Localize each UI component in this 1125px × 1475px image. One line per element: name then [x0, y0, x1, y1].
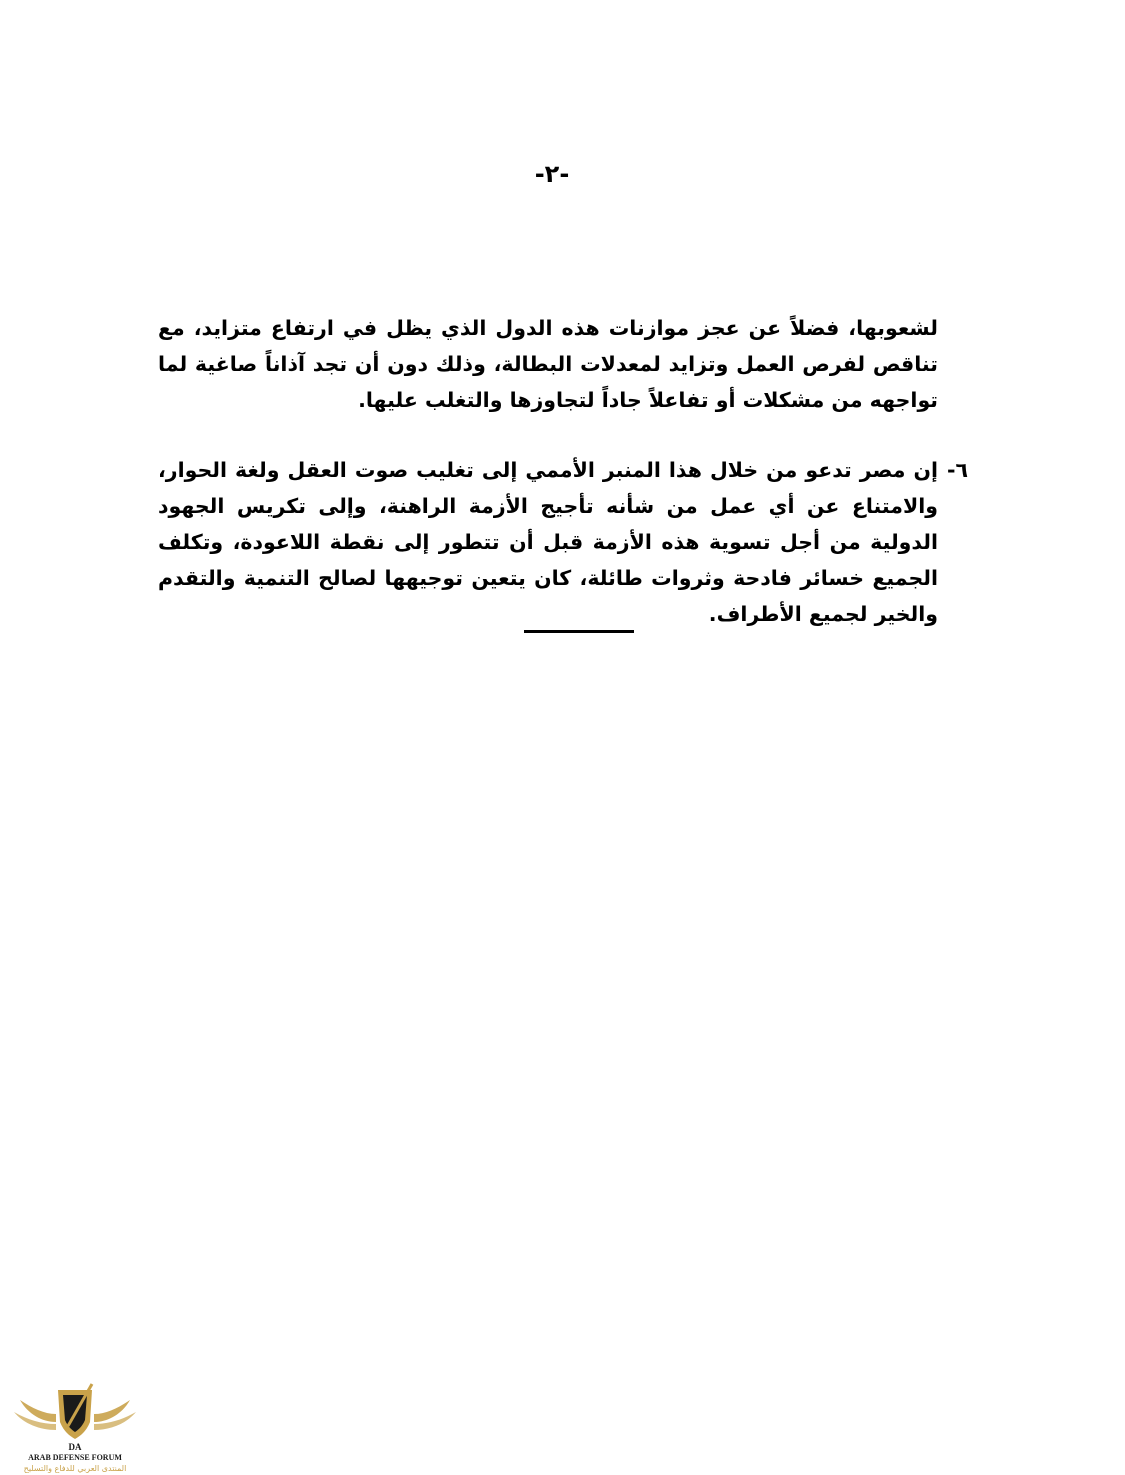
logo-name-ar: المنتدى العربي للدفاع والتسليح	[23, 1464, 127, 1473]
shield-wings-icon	[10, 1378, 140, 1473]
logo-initials: DA	[68, 1442, 82, 1452]
item-number: ٦-	[946, 458, 968, 482]
numbered-paragraph-6	[158, 452, 968, 632]
arab-defense-forum-logo	[10, 1378, 140, 1473]
page-number: -٢-	[534, 160, 570, 188]
item-text: إن مصر تدعو من خلال هذا المنبر الأممي إلى تغليب صوت العقل ولغة الحوار، والامتناع عن أي عمل من شأنه تأجيج الأزمة الراهنة، وإلى تكريس الجهود الدولية من أجل تسوية هذه الأزمة قبل أن تتطور إلى نقطة اللاعودة، وتكلف الجميع خسائر فادحة وثروات طائلة، كان يتعين توجيهها لصالح التنمية والتقدم والخير لجميع الأطراف.	[158, 458, 938, 626]
logo-name-en: ARAB DEFENSE FORUM	[28, 1453, 122, 1462]
end-rule	[524, 630, 634, 633]
paragraph-continued: لشعوبها، فضلاً عن عجز موازنات هذه الدول الذي يظل في ارتفاع متزايد، مع تناقص لفرص العمل وتزايد لمعدلات البطالة، وذلك دون أن تجد آذاناً صاغية لما تواجهه من مشكلات أو تفاعلاً جاداً لتجاوزها والتغلب عليها.	[158, 316, 938, 412]
